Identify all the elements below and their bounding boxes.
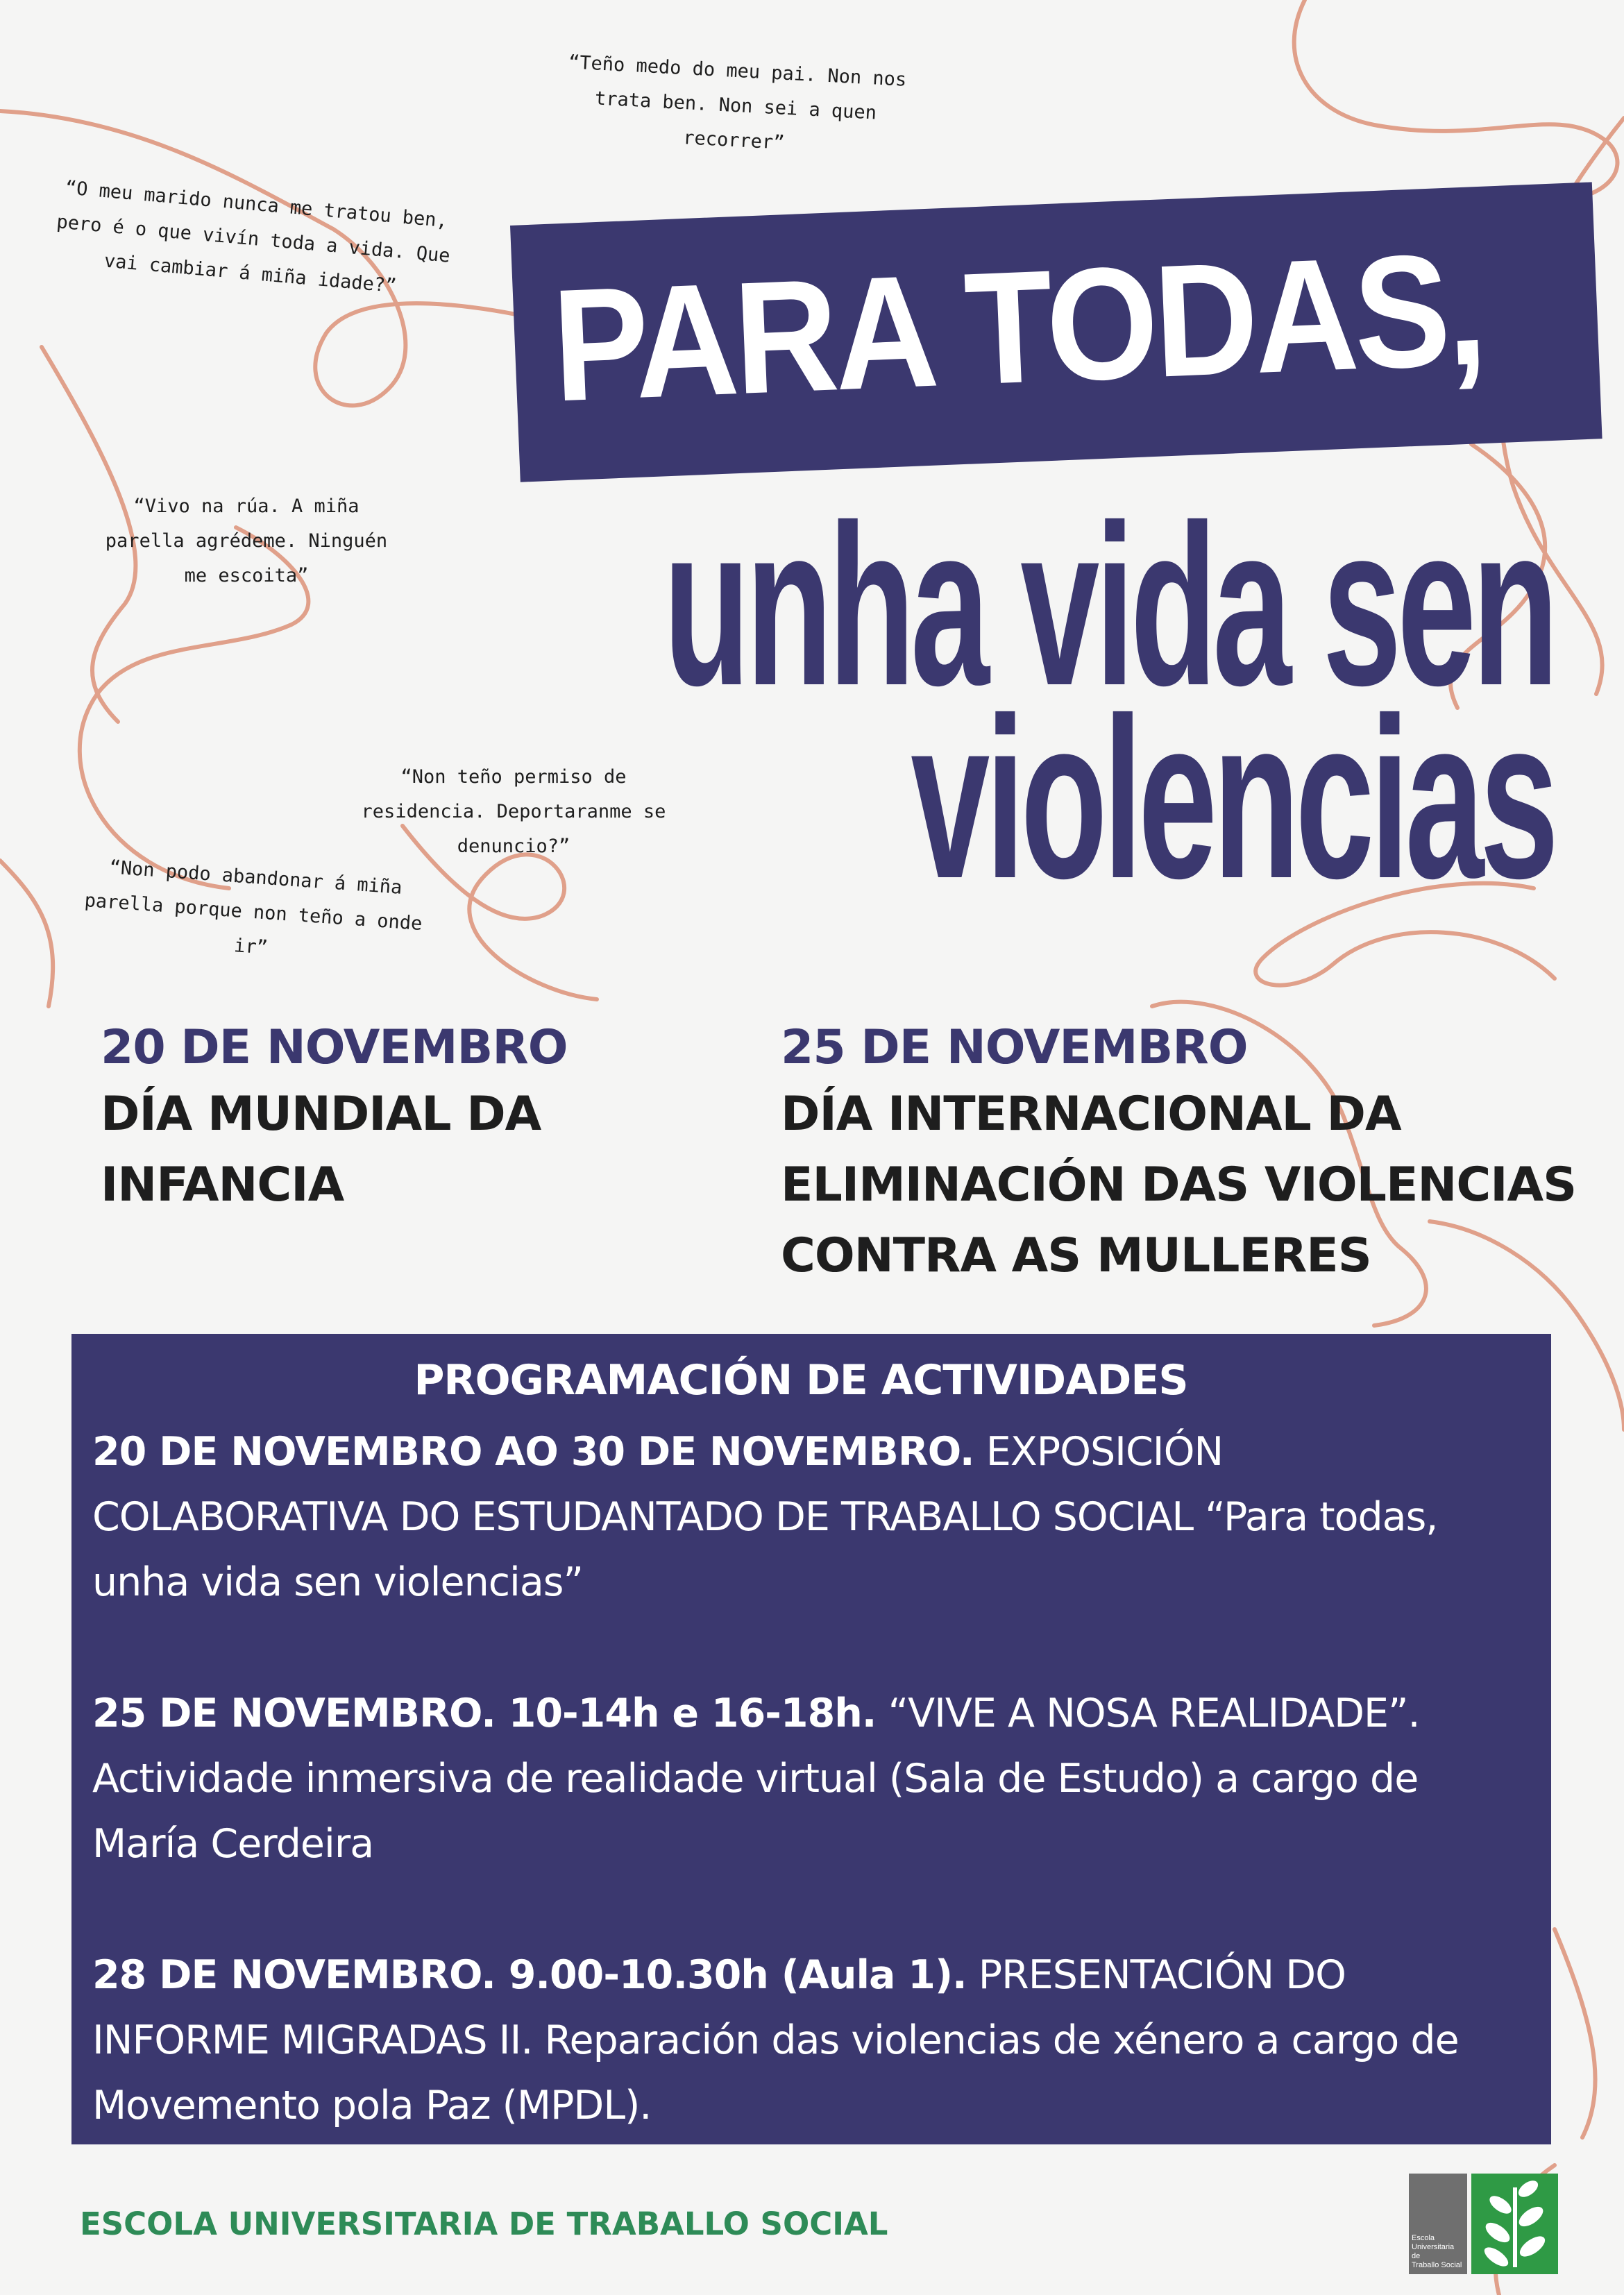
logo-text: Escola Universitaria de Traballo Social — [1412, 2234, 1462, 2269]
activity-date: 25 DE NOVEMBRO. 10-14h e 16-18h. — [92, 1691, 877, 1736]
logo-green-panel — [1471, 2174, 1558, 2274]
activity-item — [92, 1681, 1509, 1877]
quote-partner: “Non podo abandonar á miña parella porque non teño a onde ir” — [83, 856, 423, 959]
title-line-3: violencias — [911, 670, 1555, 926]
children-day-line-2: INFANCIA — [101, 1158, 344, 1212]
quote-street: “Vivo na rúa. A miña parella agrédeme. Ninguén me escoita” — [105, 496, 388, 586]
activity-description: “VIVE A NOSA REALIDADE”. Actividade inmersiva de realidade virtual (Sala de Estudo) a cargo de María Cerdeira — [92, 1691, 1420, 1867]
quote-residence: “Non teño permiso de residencia. Deportaranme se denuncio?” — [361, 766, 666, 857]
women-day-line-3: CONTRA AS MULLERES — [781, 1228, 1371, 1283]
title-banner — [510, 182, 1602, 482]
logo-grey-panel — [1409, 2174, 1467, 2274]
program-title: PROGRAMACIÓN DE ACTIVIDADES — [414, 1356, 1188, 1405]
activity-description: EXPOSICIÓN COLABORATIVA DO ESTUDANTADO DE TRABALLO SOCIAL “Para todas, unha vida sen violencias” — [92, 1429, 1438, 1605]
women-day-line-1: DÍA INTERNACIONAL DA — [781, 1087, 1401, 1142]
squiggle-line — [1294, 0, 1618, 194]
children-day-block — [101, 1017, 725, 1221]
activity-item — [92, 1419, 1509, 1615]
children-day-date: 20 DE NOVEMBRO — [101, 1020, 568, 1075]
squiggle-line — [1555, 1929, 1596, 2137]
women-day-date: 25 DE NOVEMBRO — [781, 1020, 1248, 1075]
activity-description: PRESENTACIÓN DO INFORME MIGRADAS II. Reparación das violencias de xénero a cargo de Movemento pola Paz (MPDL). — [92, 1952, 1459, 2128]
quote-father: “Teño medo do meu pai. Non nos trata ben. Non sei a quen recorrer” — [568, 51, 907, 154]
quote-husband: “O meu marido nunca me tratou ben, pero é o que vivín toda a vida. Que vai cambiar á miña idade?” — [56, 177, 451, 298]
women-day-block — [781, 1017, 1614, 1292]
school-name: ESCOLA UNIVERSITARIA DE TRABALLO SOCIAL — [80, 2205, 888, 2242]
leaf-plant-icon — [1471, 2174, 1558, 2274]
activity-item — [92, 1942, 1509, 2138]
title-line-1: PARA TODAS, — [549, 219, 1486, 435]
activities-program-box — [71, 1334, 1551, 2144]
squiggle-line — [0, 861, 53, 1006]
activity-date: 28 DE NOVEMBRO. 9.00-10.30h (Aula 1). — [92, 1952, 967, 1998]
school-logo — [1409, 2174, 1558, 2274]
title-line-2: unha vida sen — [663, 477, 1555, 733]
activity-date: 20 DE NOVEMBRO AO 30 DE NOVEMBRO. — [92, 1429, 974, 1475]
children-day-line-1: DÍA MUNDIAL DA — [101, 1087, 541, 1142]
women-day-line-2: ELIMINACIÓN DAS VIOLENCIAS — [781, 1158, 1577, 1212]
